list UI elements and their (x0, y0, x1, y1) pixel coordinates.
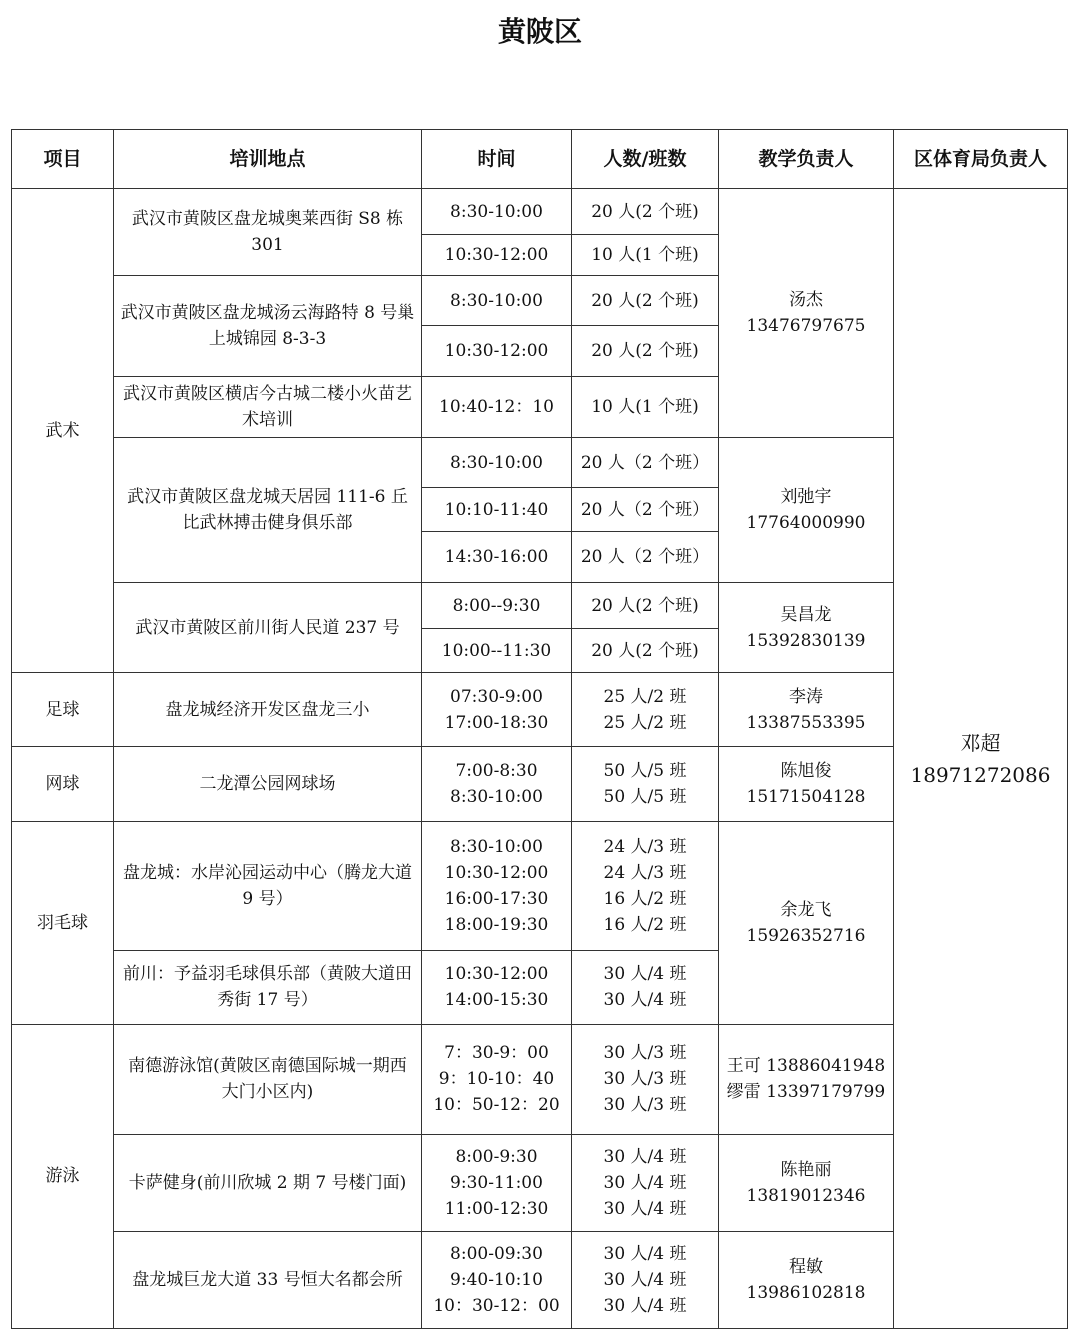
time-cell: 10:40-12：10 (422, 377, 572, 438)
time-line: 8:30-10:00 (450, 787, 543, 808)
schedule-table (11, 129, 1068, 1329)
table-row (12, 189, 1068, 235)
location-cell: 盘龙城：水岸沁园运动中心（腾龙大道 9 号） (114, 822, 422, 950)
time-cell: 8:30-10:00 (422, 276, 572, 326)
time-cell: 8:30-10:00 (422, 189, 572, 235)
teacher-cell (719, 438, 894, 583)
bureau-contact-cell (894, 189, 1068, 1329)
project-cell: 羽毛球 (12, 822, 114, 1024)
teacher-name: 汤杰 (789, 290, 823, 311)
time-cell (422, 1231, 572, 1328)
time-line: 10:30-12:00 (444, 964, 549, 985)
time-line: 10：50-12：20 (433, 1095, 560, 1116)
teacher-phone: 15392830139 (746, 630, 866, 651)
size-line: 30 人/4 班 (603, 1172, 687, 1193)
header-project: 项目 (12, 130, 114, 189)
size-line: 30 人/4 班 (603, 990, 687, 1011)
header-teacher: 教学负责人 (719, 130, 894, 189)
size-cell: 20 人(2 个班) (572, 326, 719, 377)
teacher-contact: 王可 13886041948 (726, 1056, 886, 1077)
time-line: 9:30-11:00 (450, 1172, 543, 1193)
size-line: 30 人/3 班 (603, 1069, 687, 1090)
teacher-name: 陈旭俊 (780, 761, 832, 782)
teacher-cell (719, 822, 894, 1024)
size-line: 50 人/5 班 (603, 787, 687, 808)
time-line: 10:30-12:00 (444, 863, 549, 884)
time-line: 16:00-17:30 (444, 889, 549, 910)
location-cell: 武汉市黄陂区横店今古城二楼小火苗艺术培训 (114, 377, 422, 438)
size-line: 30 人/4 班 (603, 1146, 687, 1167)
location-cell: 盘龙城巨龙大道 33 号恒大名都会所 (114, 1231, 422, 1328)
header-bureau: 区体育局负责人 (894, 130, 1068, 189)
size-line: 16 人/2 班 (603, 915, 687, 936)
time-cell: 14:30-16:00 (422, 532, 572, 583)
size-line: 30 人/4 班 (603, 1269, 687, 1290)
header-location: 培训地点 (114, 130, 422, 189)
time-line: 7:00-8:30 (455, 761, 538, 782)
location-cell: 盘龙城经济开发区盘龙三小 (114, 673, 422, 747)
teacher-name: 余龙飞 (780, 900, 832, 921)
time-cell (422, 950, 572, 1024)
size-cell (572, 747, 719, 822)
teacher-phone: 13387553395 (746, 712, 866, 733)
size-cell: 20 人（2 个班） (572, 532, 719, 583)
header-time: 时间 (422, 130, 572, 189)
size-line: 16 人/2 班 (603, 889, 687, 910)
time-line: 9:40-10:10 (450, 1269, 543, 1290)
time-cell: 10:00--11:30 (422, 629, 572, 673)
location-cell: 武汉市黄陂区盘龙城天居园 111-6 丘比武林搏击健身俱乐部 (114, 438, 422, 583)
time-cell (422, 1024, 572, 1134)
size-cell (572, 1231, 719, 1328)
time-cell (422, 747, 572, 822)
size-cell: 20 人(2 个班) (572, 276, 719, 326)
location-cell: 前川：予益羽毛球俱乐部（黄陂大道田秀街 17 号） (114, 950, 422, 1024)
size-line: 30 人/4 班 (603, 1243, 687, 1264)
project-cell: 足球 (12, 673, 114, 747)
project-cell: 游泳 (12, 1024, 114, 1328)
size-line: 24 人/3 班 (603, 837, 687, 858)
size-cell: 20 人(2 个班) (572, 189, 719, 235)
location-cell: 卡萨健身(前川欣城 2 期 7 号楼门面) (114, 1134, 422, 1231)
bureau-name: 邓超 (960, 730, 1001, 755)
size-line: 30 人/3 班 (603, 1043, 687, 1064)
size-cell: 20 人（2 个班） (572, 488, 719, 532)
size-line: 24 人/3 班 (603, 863, 687, 884)
location-cell: 南德游泳馆(黄陂区南德国际城一期西大门小区内) (114, 1024, 422, 1134)
size-line: 25 人/2 班 (603, 712, 687, 733)
teacher-cell (719, 1024, 894, 1134)
time-line: 10：30-12：00 (433, 1295, 560, 1316)
teacher-cell (719, 1231, 894, 1328)
page-title: 黄陂区 (497, 15, 582, 48)
size-line: 30 人/4 班 (603, 1295, 687, 1316)
teacher-cell (719, 583, 894, 673)
size-cell (572, 1134, 719, 1231)
time-line: 9：10-10：40 (438, 1069, 555, 1090)
teacher-name: 刘弛宇 (780, 487, 832, 508)
teacher-phone: 17764000990 (746, 513, 866, 534)
location-cell: 武汉市黄陂区盘龙城奥莱西街 S8 栋 301 (114, 189, 422, 276)
size-line: 30 人/3 班 (603, 1095, 687, 1116)
size-cell: 20 人(2 个班) (572, 629, 719, 673)
time-cell: 10:30-12:00 (422, 326, 572, 377)
teacher-phone: 13986102818 (746, 1282, 866, 1303)
teacher-name: 李涛 (789, 686, 823, 707)
teacher-phone: 13476797675 (746, 316, 866, 337)
time-cell: 10:10-11:40 (422, 488, 572, 532)
teacher-phone: 15926352716 (746, 926, 866, 947)
time-cell (422, 822, 572, 950)
teacher-contact: 缪雷 13397179799 (726, 1082, 886, 1103)
size-line: 50 人/5 班 (603, 761, 687, 782)
time-line: 18:00-19:30 (444, 915, 549, 936)
time-line: 11:00-12:30 (444, 1198, 549, 1219)
size-cell (572, 950, 719, 1024)
teacher-cell (719, 189, 894, 438)
teacher-phone: 15171504128 (746, 787, 866, 808)
header-size: 人数/班数 (572, 130, 719, 189)
size-cell: 10 人(1 个班) (572, 235, 719, 276)
time-line: 7：30-9：00 (444, 1043, 549, 1064)
time-line: 8:00-09:30 (450, 1243, 543, 1264)
project-cell: 网球 (12, 747, 114, 822)
time-cell (422, 1134, 572, 1231)
bureau-phone: 18971272086 (910, 762, 1051, 787)
size-cell (572, 822, 719, 950)
time-line: 8:00-9:30 (455, 1146, 538, 1167)
time-cell (422, 673, 572, 747)
size-cell: 20 人(2 个班) (572, 583, 719, 629)
teacher-cell (719, 673, 894, 747)
size-cell (572, 673, 719, 747)
size-line: 30 人/4 班 (603, 1198, 687, 1219)
header-row (12, 130, 1068, 189)
teacher-name: 吴昌龙 (780, 604, 832, 625)
teacher-cell (719, 1134, 894, 1231)
size-cell: 10 人(1 个班) (572, 377, 719, 438)
time-line: 17:00-18:30 (444, 712, 549, 733)
size-line: 30 人/4 班 (603, 964, 687, 985)
teacher-name: 陈艳丽 (780, 1159, 832, 1180)
time-cell: 8:00--9:30 (422, 583, 572, 629)
time-cell: 10:30-12:00 (422, 235, 572, 276)
size-cell (572, 1024, 719, 1134)
teacher-name: 程敏 (789, 1256, 823, 1277)
size-cell: 20 人（2 个班） (572, 438, 719, 488)
size-line: 25 人/2 班 (603, 686, 687, 707)
time-line: 8:30-10:00 (450, 837, 543, 858)
teacher-phone: 13819012346 (746, 1185, 866, 1206)
time-cell: 8:30-10:00 (422, 438, 572, 488)
project-cell: 武术 (12, 189, 114, 673)
teacher-cell (719, 747, 894, 822)
time-line: 07:30-9:00 (450, 686, 543, 707)
location-cell: 武汉市黄陂区盘龙城汤云海路特 8 号巢上城锦园 8-3-3 (114, 276, 422, 377)
location-cell: 二龙潭公园网球场 (114, 747, 422, 822)
time-line: 14:00-15:30 (444, 990, 549, 1011)
location-cell: 武汉市黄陂区前川街人民道 237 号 (114, 583, 422, 673)
